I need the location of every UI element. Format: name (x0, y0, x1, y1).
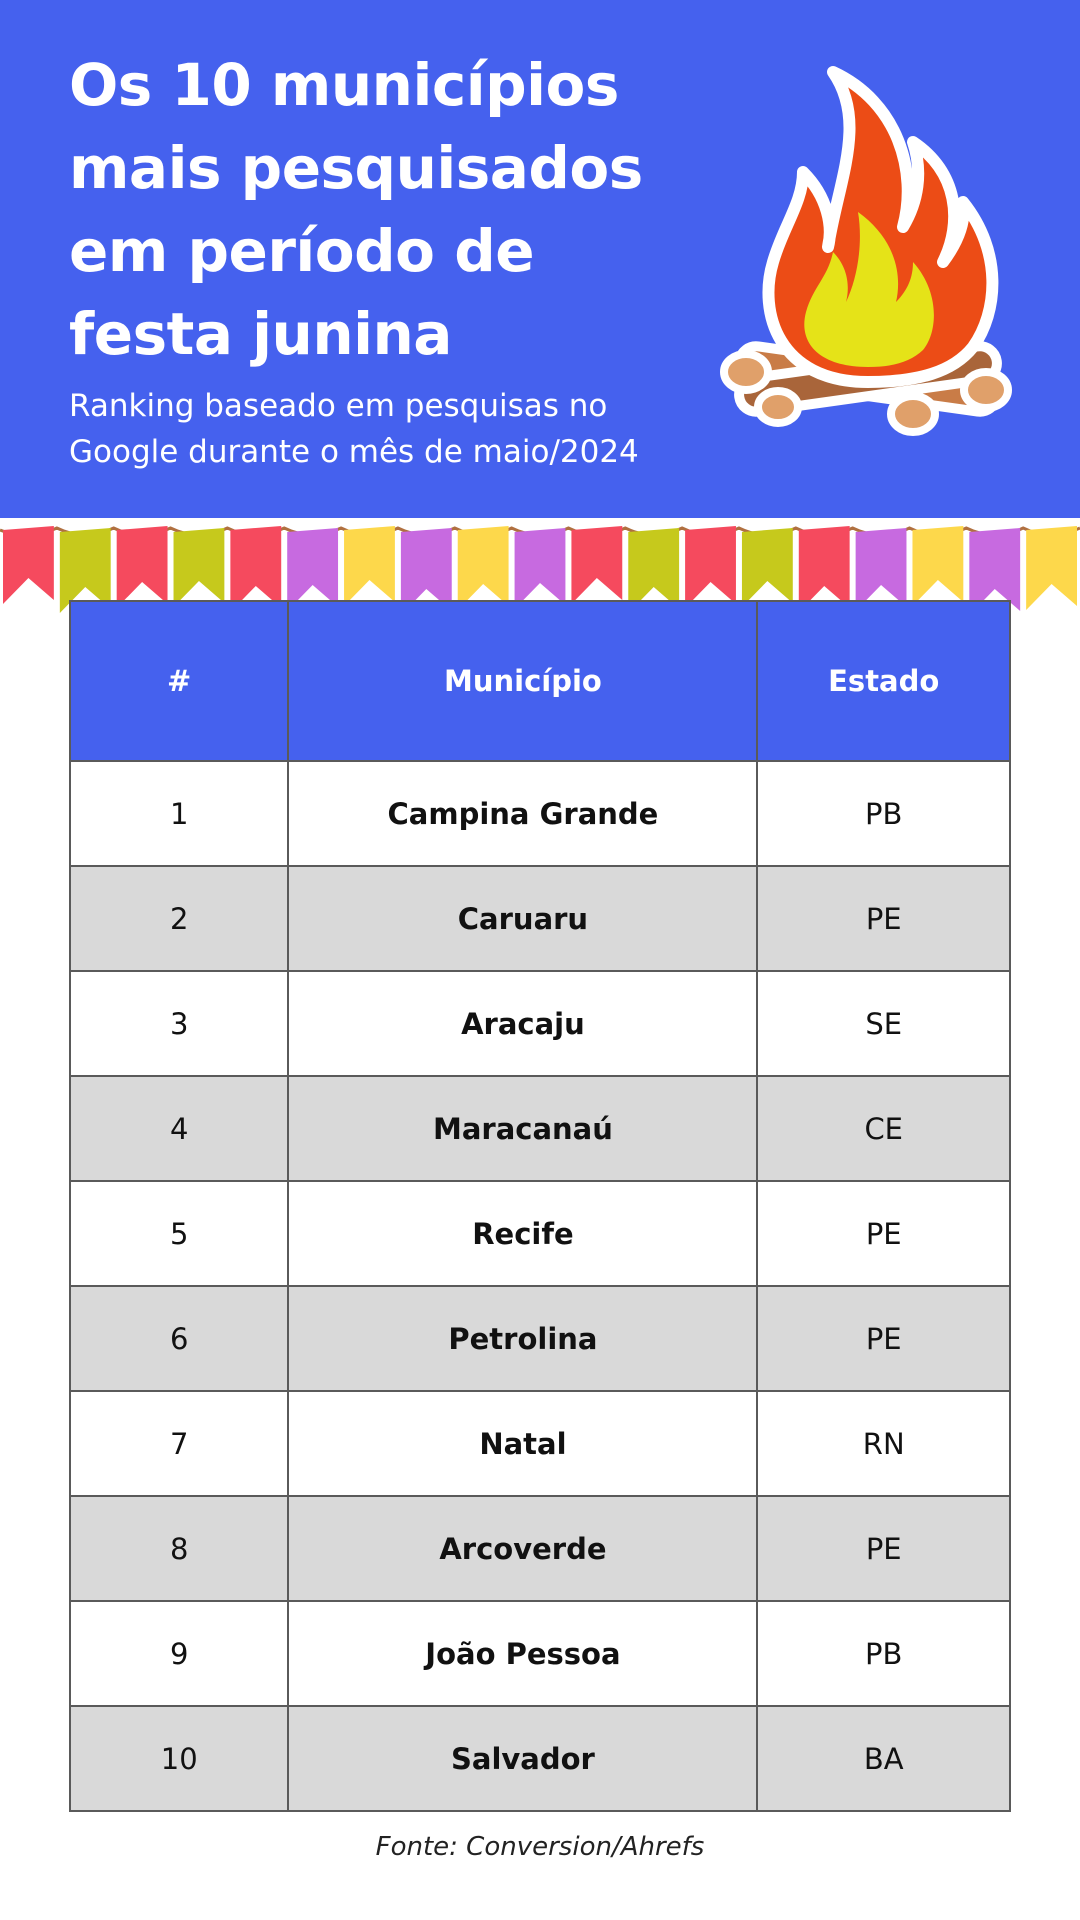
bunting-flag (742, 528, 793, 607)
rank-cell: 4 (70, 1076, 288, 1181)
estado-cell: PE (757, 866, 1010, 971)
table-row (70, 971, 1010, 1076)
municipio-cell: Petrolina (288, 1286, 757, 1391)
table-row (70, 1496, 1010, 1601)
estado-cell: RN (757, 1391, 1010, 1496)
municipio-cell: Salvador (288, 1706, 757, 1811)
table-row (70, 761, 1010, 866)
municipio-cell: Maracanaú (288, 1076, 757, 1181)
bunting-flag (685, 526, 736, 608)
rank-cell: 9 (70, 1601, 288, 1706)
bunting-flag (1026, 526, 1077, 610)
rank-cell: 7 (70, 1391, 288, 1496)
rank-cell: 2 (70, 866, 288, 971)
bunting-flag (515, 528, 566, 609)
page-title: Os 10 municípios mais pesquisados em período de festa junina (69, 51, 643, 368)
municipio-cell: Caruaru (288, 866, 757, 971)
rank-cell: 6 (70, 1286, 288, 1391)
estado-cell: CE (757, 1076, 1010, 1181)
municipio-cell: Natal (288, 1391, 757, 1496)
column-header-estado: Estado (757, 601, 1010, 761)
bunting-flag (3, 526, 54, 604)
municipio-cell: Campina Grande (288, 761, 757, 866)
table-header-row (70, 601, 1010, 761)
estado-cell: PE (757, 1496, 1010, 1601)
municipio-cell: Recife (288, 1181, 757, 1286)
page-subtitle: Ranking baseado em pesquisas no Google durante o mês de maio/2024 (69, 388, 639, 470)
table-row (70, 1391, 1010, 1496)
estado-cell: PB (757, 1601, 1010, 1706)
municipio-cell: João Pessoa (288, 1601, 757, 1706)
bunting-flag (856, 528, 907, 611)
column-header-municipio: Município (288, 601, 757, 761)
rank-cell: 5 (70, 1181, 288, 1286)
column-header-rank: # (70, 601, 288, 761)
bunting-flag (174, 528, 225, 607)
bunting-flag (458, 526, 509, 610)
estado-cell: PB (757, 761, 1010, 866)
municipio-cell: Aracaju (288, 971, 757, 1076)
rank-cell: 8 (70, 1496, 288, 1601)
estado-cell: SE (757, 971, 1010, 1076)
bunting-flag (287, 528, 338, 611)
table-row (70, 866, 1010, 971)
table-row (70, 1076, 1010, 1181)
table-row (70, 1181, 1010, 1286)
ranking-table (69, 600, 1011, 1812)
estado-cell: PE (757, 1181, 1010, 1286)
bunting-flag (344, 526, 395, 606)
estado-cell: BA (757, 1706, 1010, 1811)
bunting-flag (571, 526, 622, 604)
bunting-flag (117, 526, 168, 608)
header-banner (0, 0, 1080, 518)
estado-cell: PE (757, 1286, 1010, 1391)
rank-cell: 10 (70, 1706, 288, 1811)
table-row (70, 1286, 1010, 1391)
rank-cell: 3 (70, 971, 288, 1076)
ranking-table-container (69, 600, 1011, 1812)
table-row (70, 1706, 1010, 1811)
bonfire-icon (718, 62, 1018, 462)
rank-cell: 1 (70, 761, 288, 866)
table-row (70, 1601, 1010, 1706)
source-note: Fonte: Conversion/Ahrefs (375, 1832, 705, 1862)
municipio-cell: Arcoverde (288, 1496, 757, 1601)
bunting-flag (912, 526, 963, 606)
